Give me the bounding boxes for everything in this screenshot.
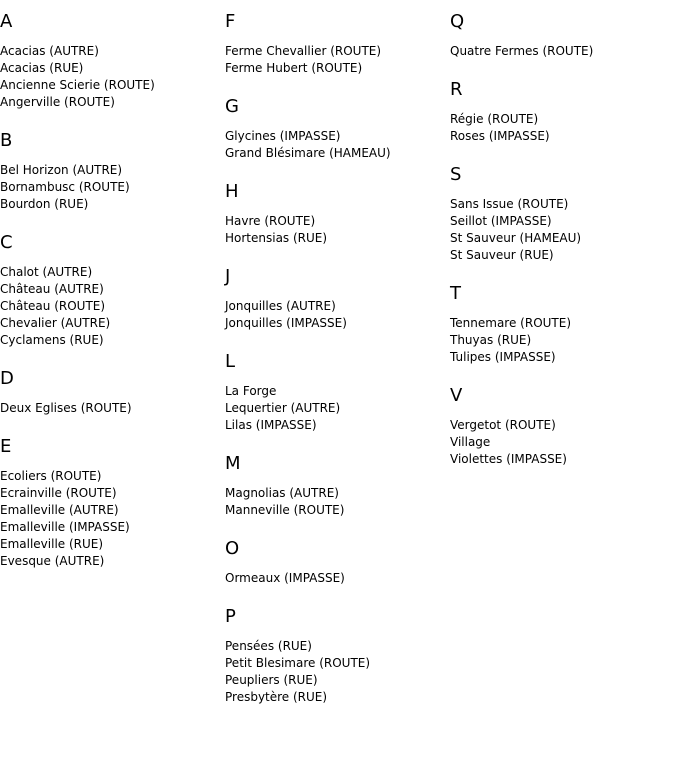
street-entry[interactable]: Tulipes (IMPASSE) xyxy=(450,350,556,364)
street-entry[interactable]: Cyclamens (RUE) xyxy=(0,333,104,347)
letter-group xyxy=(225,12,450,77)
street-list xyxy=(0,43,225,111)
street-entry[interactable]: Hortensias (RUE) xyxy=(225,231,328,245)
letter-group xyxy=(225,352,450,434)
street-entry[interactable]: Tennemare (ROUTE) xyxy=(450,316,572,330)
letter-group xyxy=(450,80,675,145)
street-entry[interactable]: Thuyas (RUE) xyxy=(450,333,532,347)
letter-heading: F xyxy=(225,11,236,32)
street-list xyxy=(450,43,675,60)
letter-heading: S xyxy=(450,164,462,185)
street-entry[interactable]: Ancienne Scierie (ROUTE) xyxy=(0,78,155,92)
letter-heading: M xyxy=(225,453,241,474)
index-column-1 xyxy=(0,12,225,590)
street-entry[interactable]: Bourdon (RUE) xyxy=(0,197,89,211)
letter-group xyxy=(225,182,450,247)
street-list xyxy=(225,43,450,77)
street-list xyxy=(225,638,450,706)
letter-heading: Q xyxy=(450,11,465,32)
street-entry[interactable]: Acacias (AUTRE) xyxy=(0,44,99,58)
index-column-3 xyxy=(450,12,675,488)
street-entry[interactable]: Jonquilles (IMPASSE) xyxy=(225,316,347,330)
letter-heading: O xyxy=(225,538,240,559)
street-entry[interactable]: Evesque (AUTRE) xyxy=(0,554,105,568)
street-entry[interactable]: Glycines (IMPASSE) xyxy=(225,129,341,143)
street-entry[interactable]: Violettes (IMPASSE) xyxy=(450,452,567,466)
letter-heading: P xyxy=(225,606,236,627)
street-entry[interactable]: Magnolias (AUTRE) xyxy=(225,486,339,500)
letter-group xyxy=(0,12,225,111)
letter-heading: E xyxy=(0,436,12,457)
letter-group xyxy=(0,437,225,570)
street-entry[interactable]: Angerville (ROUTE) xyxy=(0,95,115,109)
letter-heading: D xyxy=(0,368,14,389)
street-entry[interactable]: Roses (IMPASSE) xyxy=(450,129,550,143)
street-entry[interactable]: Sans Issue (ROUTE) xyxy=(450,197,569,211)
letter-group xyxy=(225,539,450,587)
letter-group xyxy=(450,284,675,366)
street-entry[interactable]: Bel Horizon (AUTRE) xyxy=(0,163,123,177)
street-entry[interactable]: Havre (ROUTE) xyxy=(225,214,316,228)
street-entry[interactable]: La Forge xyxy=(225,384,277,398)
letter-heading: B xyxy=(0,130,13,151)
street-entry[interactable]: Jonquilles (AUTRE) xyxy=(225,299,336,313)
letter-group xyxy=(0,233,225,349)
letter-group xyxy=(450,12,675,60)
street-entry[interactable]: Village xyxy=(450,435,491,449)
street-entry[interactable]: Peupliers (RUE) xyxy=(225,673,318,687)
letter-group xyxy=(225,454,450,519)
street-entry[interactable]: Presbytère (RUE) xyxy=(225,690,328,704)
letter-group xyxy=(0,369,225,417)
letter-heading: H xyxy=(225,181,239,202)
street-entry[interactable]: Chalot (AUTRE) xyxy=(0,265,93,279)
street-list xyxy=(225,485,450,519)
street-list xyxy=(0,400,225,417)
letter-group xyxy=(225,607,450,706)
street-list xyxy=(225,570,450,587)
street-entry[interactable]: St Sauveur (RUE) xyxy=(450,248,554,262)
letter-group xyxy=(450,386,675,468)
street-entry[interactable]: Emalleville (IMPASSE) xyxy=(0,520,130,534)
street-list xyxy=(225,383,450,434)
street-entry[interactable]: Seillot (IMPASSE) xyxy=(450,214,552,228)
letter-heading: L xyxy=(225,351,236,372)
street-entry[interactable]: Petit Blesimare (ROUTE) xyxy=(225,656,371,670)
letter-heading: A xyxy=(0,11,13,32)
street-entry[interactable]: Emalleville (RUE) xyxy=(0,537,104,551)
street-entry[interactable]: Lilas (IMPASSE) xyxy=(225,418,317,432)
letter-heading: J xyxy=(225,266,231,287)
letter-heading: C xyxy=(0,232,13,253)
street-entry[interactable]: Château (ROUTE) xyxy=(0,299,106,313)
street-entry[interactable]: Vergetot (ROUTE) xyxy=(450,418,556,432)
street-entry[interactable]: Emalleville (AUTRE) xyxy=(0,503,119,517)
street-entry[interactable]: Grand Blésimare (HAMEAU) xyxy=(225,146,391,160)
street-list xyxy=(0,264,225,349)
index-column-2 xyxy=(225,12,450,726)
letter-heading: V xyxy=(450,385,463,406)
street-entry[interactable]: Deux Eglises (ROUTE) xyxy=(0,401,132,415)
letter-group xyxy=(450,165,675,264)
street-entry[interactable]: Ferme Chevallier (ROUTE) xyxy=(225,44,382,58)
street-entry[interactable]: Lequertier (AUTRE) xyxy=(225,401,341,415)
street-entry[interactable]: Château (AUTRE) xyxy=(0,282,104,296)
letter-heading: G xyxy=(225,96,239,117)
street-entry[interactable]: Ecoliers (ROUTE) xyxy=(0,469,102,483)
street-entry[interactable]: Ferme Hubert (ROUTE) xyxy=(225,61,363,75)
street-entry[interactable]: Quatre Fermes (ROUTE) xyxy=(450,44,594,58)
street-list xyxy=(450,111,675,145)
street-list xyxy=(225,128,450,162)
street-entry[interactable]: St Sauveur (HAMEAU) xyxy=(450,231,582,245)
letter-group xyxy=(225,97,450,162)
street-entry[interactable]: Régie (ROUTE) xyxy=(450,112,539,126)
street-list xyxy=(450,315,675,366)
street-entry[interactable]: Acacias (RUE) xyxy=(0,61,84,75)
letter-heading: T xyxy=(450,283,461,304)
street-entry[interactable]: Pensées (RUE) xyxy=(225,639,312,653)
letter-group xyxy=(0,131,225,213)
street-entry[interactable]: Chevalier (AUTRE) xyxy=(0,316,111,330)
street-list xyxy=(450,196,675,264)
street-list xyxy=(0,468,225,570)
street-entry[interactable]: Ormeaux (IMPASSE) xyxy=(225,571,345,585)
street-list xyxy=(225,213,450,247)
street-list xyxy=(0,162,225,213)
letter-heading: R xyxy=(450,79,463,100)
street-entry[interactable]: Ecrainville (ROUTE) xyxy=(0,486,117,500)
street-entry[interactable]: Manneville (ROUTE) xyxy=(225,503,345,517)
street-entry[interactable]: Bornambusc (ROUTE) xyxy=(0,180,130,194)
street-list xyxy=(225,298,450,332)
street-list xyxy=(450,417,675,468)
letter-group xyxy=(225,267,450,332)
